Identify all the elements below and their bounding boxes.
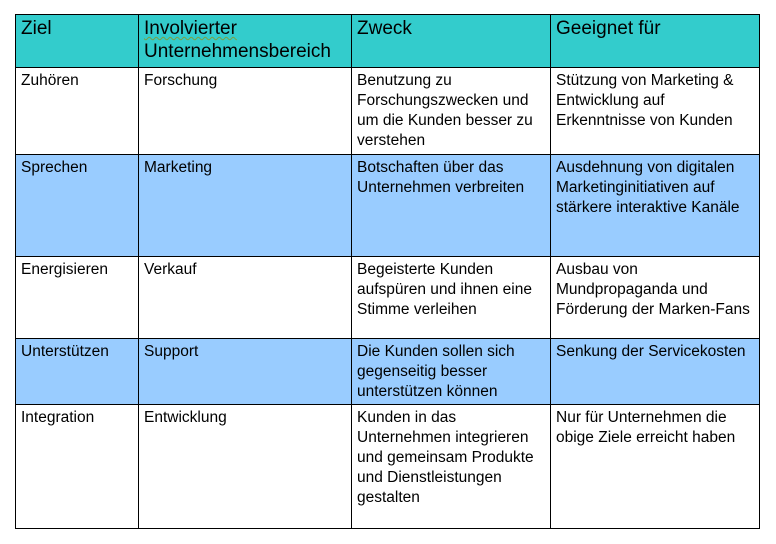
header-bereich-line2: Unternehmensbereich <box>144 41 331 62</box>
goals-table-container <box>15 14 759 529</box>
header-bereich <box>139 15 352 68</box>
cell-ziel: Energisieren <box>16 257 139 339</box>
cell-zweck: Die Kunden sollen sich gegenseitig besser unterstützen können <box>352 339 551 405</box>
cell-zweck: Kunden in das Unternehmen integrieren und gemeinsam Produkte und Dienstleistungen gestalten <box>352 405 551 529</box>
cell-bereich: Marketing <box>139 155 352 257</box>
header-zweck: Zweck <box>352 15 551 68</box>
cell-zweck: Benutzung zu Forschungszwecken und um die Kunden besser zu verstehen <box>352 68 551 155</box>
header-geeignet: Geeignet für <box>551 15 760 68</box>
cell-bereich: Entwicklung <box>139 405 352 529</box>
header-bereich-line1: Involvierter <box>144 18 237 39</box>
cell-zweck: Begeisterte Kunden aufspüren und ihnen eine Stimme verleihen <box>352 257 551 339</box>
cell-geeignet: Nur für Unternehmen die obige Ziele erreicht haben <box>551 405 760 529</box>
cell-geeignet: Ausdehnung von digitalen Marketinginitiativen auf stärkere interaktive Kanäle <box>551 155 760 257</box>
cell-bereich: Forschung <box>139 68 352 155</box>
table-row <box>16 257 760 339</box>
cell-bereich: Support <box>139 339 352 405</box>
cell-geeignet: Ausbau von Mundpropaganda und Förderung der Marken-Fans <box>551 257 760 339</box>
table-header-row <box>16 15 760 68</box>
cell-bereich: Verkauf <box>139 257 352 339</box>
cell-geeignet: Stützung von Marketing & Entwicklung auf Erkenntnisse von Kunden <box>551 68 760 155</box>
header-ziel: Ziel <box>16 15 139 68</box>
cell-ziel: Unterstützen <box>16 339 139 405</box>
cell-zweck: Botschaften über das Unternehmen verbreiten <box>352 155 551 257</box>
cell-ziel: Sprechen <box>16 155 139 257</box>
table-row <box>16 405 760 529</box>
table-row <box>16 339 760 405</box>
table-row <box>16 68 760 155</box>
table-row <box>16 155 760 257</box>
cell-ziel: Zuhören <box>16 68 139 155</box>
goals-table <box>15 14 760 529</box>
cell-geeignet: Senkung der Servicekosten <box>551 339 760 405</box>
cell-ziel: Integration <box>16 405 139 529</box>
